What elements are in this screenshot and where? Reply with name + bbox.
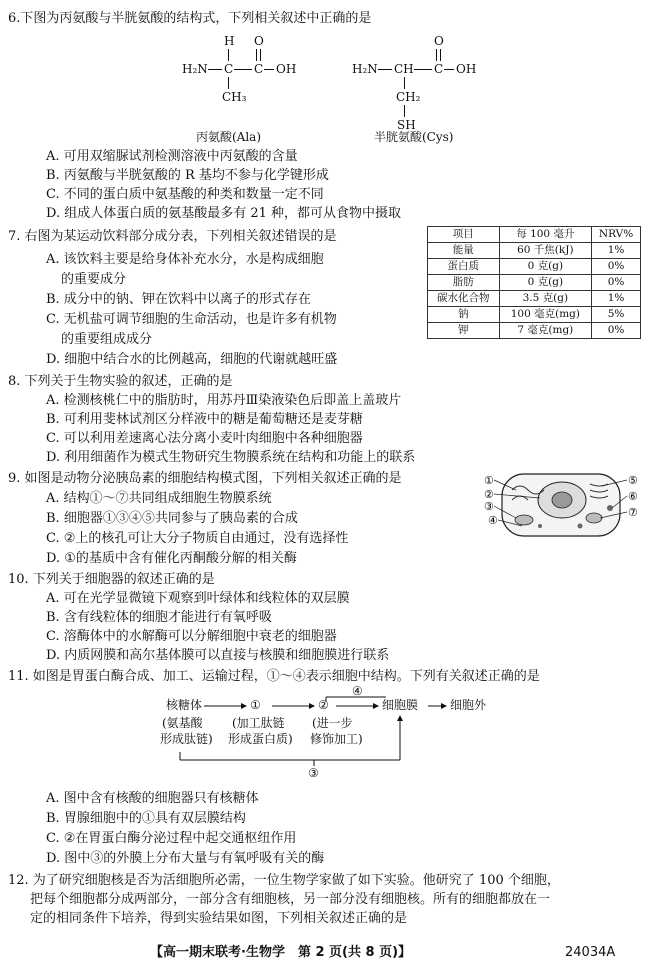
q9-option-c: C. ②上的核孔可让大分子物质自由通过，没有选择性 — [46, 531, 349, 546]
q11-option-b: B. 胃腺细胞中的①具有双层膜结构 — [46, 811, 246, 826]
table-cell: 脂肪 — [428, 275, 500, 291]
q12-line-3: 定的相同条件下培养，得到实验结果如图，下列相关叙述正确的是 — [30, 911, 408, 926]
cell-structure-diagram — [482, 470, 642, 540]
q12-line-2: 把每个细胞都分成两部分，一部分含有细胞核，另一部分没有细胞核。所有的细胞都放在一 — [30, 892, 551, 907]
q9-option-a: A. 结构①～⑦共同组成细胞生物膜系统 — [46, 491, 272, 506]
q6-option-d: D. 组成人体蛋白质的氨基酸最多有 21 种，都可从食物中摄取 — [46, 206, 402, 221]
q6-stem: 6.下图为丙氨酸与半胱氨酸的结构式，下列相关叙述中正确的是 — [8, 11, 372, 26]
flow-note: (加工肽链 — [232, 716, 285, 730]
cell-label: ⑦ — [628, 506, 638, 519]
q7-option-a: A. 该饮料主要是给身体补充水分，水是构成细胞 — [46, 252, 324, 267]
cysteine-name: 半胱氨酸(Cys) — [374, 130, 454, 144]
flow-cell-membrane: 细胞膜 — [382, 698, 419, 712]
cell-label: ② — [484, 488, 494, 501]
q9-option-d: D. ①的基质中含有催化丙酮酸分解的相关酶 — [46, 551, 297, 566]
q10-option-d: D. 内质网膜和高尔基体膜可以直接与核膜和细胞膜进行联系 — [46, 648, 390, 663]
table-cell: 钠 — [428, 307, 500, 323]
table-cell: 5% — [592, 307, 641, 323]
cell-label: ④ — [488, 514, 498, 527]
flow-extracellular: 细胞外 — [450, 698, 487, 712]
flow-node-3: ③ — [308, 766, 319, 780]
table-row — [428, 291, 641, 307]
cell-label: ① — [484, 474, 494, 487]
q9-stem: 9. 如图是动物分泌胰岛素的细胞结构模式图，下列相关叙述正确的是 — [8, 471, 402, 486]
flow-note: 修饰加工) — [310, 732, 363, 746]
q7-option-c: C. 无机盐可调节细胞的生命活动，也是许多有机物 — [46, 312, 337, 327]
table-row — [428, 275, 641, 291]
nutrition-table — [427, 226, 641, 339]
table-cell: 100 毫克(mg) — [499, 307, 591, 323]
flow-ribosome: 核糖体 — [166, 698, 203, 712]
q9-option-b: B. 细胞器①③④⑤共同参与了胰岛素的合成 — [46, 511, 298, 526]
q6-option-b: B. 丙氨酸与半胱氨酸的 R 基均不参与化学键形成 — [46, 168, 329, 183]
table-row — [428, 243, 641, 259]
q10-stem: 10. 下列关于细胞器的叙述正确的是 — [8, 572, 215, 587]
table-cell: 0 克(g) — [499, 275, 591, 291]
q11-option-d: D. 图中③的外膜上分布大量与有氧呼吸有关的酶 — [46, 851, 325, 866]
enzyme-flow-diagram — [160, 684, 540, 786]
flow-note: 形成肽链) — [160, 732, 213, 746]
flow-note: (进一步 — [312, 716, 353, 730]
q12-line-1: 12. 为了研究细胞核是否为活细胞所必需，一位生物学家做了如下实验。他研究了 100 个细胞， — [8, 873, 560, 888]
q10-option-b: B. 含有线粒体的细胞才能进行有氧呼吸 — [46, 610, 272, 625]
q11-option-a: A. 图中含有核酸的细胞器只有核糖体 — [46, 791, 259, 806]
q7-option-c-cont: 的重要组成成分 — [61, 332, 153, 347]
exam-code: 24034A — [565, 945, 616, 960]
flow-note: (氨基酸 — [162, 716, 203, 730]
alanine-name: 丙氨酸(Ala) — [196, 130, 262, 144]
table-cell: 7 毫克(mg) — [499, 323, 591, 339]
cell-label: ⑤ — [628, 474, 638, 487]
table-cell: 0% — [592, 275, 641, 291]
q8-option-a: A. 检测核桃仁中的脂肪时，用苏丹Ⅲ染液染色后即盖上盖玻片 — [46, 393, 402, 408]
cysteine-structure: O H₂N CH C OH CH₂ SH — [352, 34, 477, 132]
table-header-row — [428, 227, 641, 243]
table-header: 每 100 毫升 — [499, 227, 591, 243]
q8-option-c: C. 可以利用差速离心法分离小麦叶肉细胞中各种细胞器 — [46, 431, 363, 446]
q10-option-a: A. 可在光学显微镜下观察到叶绿体和线粒体的双层膜 — [46, 591, 350, 606]
table-cell: 0% — [592, 323, 641, 339]
table-row — [428, 259, 641, 275]
q8-option-b: B. 可利用斐林试剂区分样液中的糖是葡萄糖还是麦芽糖 — [46, 412, 363, 427]
table-row — [428, 323, 641, 339]
table-cell: 60 千焦(kJ) — [499, 243, 591, 259]
q6-option-a: A. 可用双缩脲试剂检测溶液中丙氨酸的含量 — [46, 149, 298, 164]
q8-option-d: D. 利用细菌作为模式生物研究生物膜系统在结构和功能上的联系 — [46, 450, 416, 465]
q10-option-c: C. 溶酶体中的水解酶可以分解细胞中衰老的细胞器 — [46, 629, 337, 644]
table-cell: 能量 — [428, 243, 500, 259]
cell-label: ⑥ — [628, 490, 638, 503]
table-cell: 0 克(g) — [499, 259, 591, 275]
table-row — [428, 307, 641, 323]
q7-option-a-cont: 的重要成分 — [61, 272, 127, 287]
q7-option-b: B. 成分中的钠、钾在饮料中以离子的形式存在 — [46, 292, 311, 307]
flow-node-2: ② — [318, 698, 329, 712]
alanine-structure: H O H₂N C C OH CH₃ — [182, 34, 297, 104]
table-cell: 蛋白质 — [428, 259, 500, 275]
table-cell: 钾 — [428, 323, 500, 339]
flow-note: 形成蛋白质) — [228, 732, 293, 746]
table-cell: 0% — [592, 259, 641, 275]
flow-node-4: ④ — [352, 684, 363, 698]
table-header: 项目 — [428, 227, 500, 243]
q6-option-c: C. 不同的蛋白质中氨基酸的种类和数量一定不同 — [46, 187, 324, 202]
q11-stem: 11. 如图是胃蛋白酶合成、加工、运输过程，①～④表示细胞中结构。下列有关叙述正确的是 — [8, 669, 540, 684]
table-cell: 1% — [592, 243, 641, 259]
table-cell: 3.5 克(g) — [499, 291, 591, 307]
page-footer: 【高一期末联考·生物学 第 2 页(共 8 页)】 — [150, 945, 412, 960]
q7-option-d: D. 细胞中结合水的比例越高，细胞的代谢就越旺盛 — [46, 352, 338, 367]
table-cell: 1% — [592, 291, 641, 307]
cell-label: ③ — [484, 500, 494, 513]
table-header: NRV% — [592, 227, 641, 243]
q7-stem: 7. 右图为某运动饮料部分成分表，下列相关叙述错误的是 — [8, 229, 337, 244]
flow-node-1: ① — [250, 698, 261, 712]
table-cell: 碳水化合物 — [428, 291, 500, 307]
q11-option-c: C. ②在胃蛋白酶分泌过程中起交通枢纽作用 — [46, 831, 297, 846]
q8-stem: 8. 下列关于生物实验的叙述，正确的是 — [8, 374, 233, 389]
